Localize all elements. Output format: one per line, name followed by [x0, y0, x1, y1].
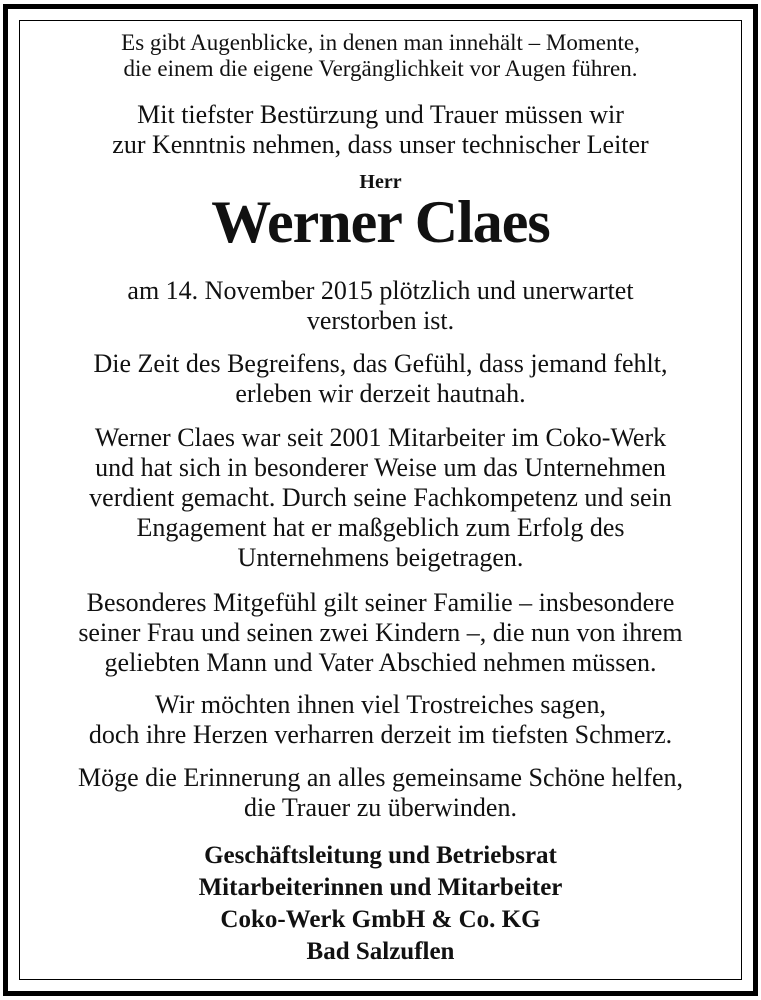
paragraph-3 — [0, 588, 761, 678]
paragraph-line: geliebten Mann und Vater Abschied nehmen müssen. — [104, 648, 657, 677]
paragraph-line: Engagement hat er maßgeblich zum Erfolg des — [136, 513, 625, 542]
paragraph-line: Werner Claes war seit 2001 Mitarbeiter im Coko-Werk — [94, 423, 667, 452]
salutation: Herr — [359, 171, 402, 193]
paragraph-line: Die Zeit des Begreifens, das Gefühl, dass jemand fehlt, — [93, 349, 668, 378]
paragraph-line: Unternehmens beigetragen. — [237, 543, 524, 572]
intro-line: Es gibt Augenblicke, in denen man innehält – Momente, — [121, 30, 640, 55]
paragraph-line: verdient gemacht. Durch seine Fachkompetenz und sein — [89, 483, 672, 512]
paragraph-4 — [0, 690, 761, 750]
signature-line: Geschäftsleitung und Betriebsrat — [204, 842, 557, 869]
deceased-name: Werner Claes — [211, 189, 550, 255]
paragraph-line: Besonderes Mitgefühl gilt seiner Familie – insbesondere — [86, 588, 675, 617]
paragraph-line: doch ihre Herzen verharren derzeit im tiefsten Schmerz. — [88, 720, 673, 749]
paragraph-line: Wir möchten ihnen viel Trostreiches sagen, — [155, 690, 606, 719]
death-line: verstorben ist. — [306, 306, 455, 335]
paragraph-line: seiner Frau und seinen zwei Kindern –, die nun von ihrem — [78, 618, 683, 647]
announcement-line: Mit tiefster Bestürzung und Trauer müssen wir — [137, 100, 624, 129]
intro-paragraph — [0, 30, 761, 82]
paragraph-line: die Trauer zu überwinden. — [244, 793, 517, 822]
paragraph-2 — [0, 423, 761, 573]
signature-line: Bad Salzuflen — [306, 938, 455, 965]
intro-line: die einem die eigene Vergänglichkeit vor Augen führen. — [123, 56, 638, 81]
signature-block — [0, 840, 761, 968]
signature-line: Mitarbeiterinnen und Mitarbeiter — [198, 874, 563, 901]
announcement-paragraph — [0, 100, 761, 160]
paragraph-line: Möge die Erinnerung an alles gemeinsame Schöne helfen, — [77, 763, 684, 792]
paragraph-5 — [0, 763, 761, 823]
signature-line: Coko-Werk GmbH & Co. KG — [220, 906, 541, 933]
death-paragraph — [0, 276, 761, 336]
paragraph-line: und hat sich in besonderer Weise um das Unternehmen — [95, 453, 666, 482]
death-line: am 14. November 2015 plötzlich und unerwartet — [127, 276, 634, 305]
announcement-line: zur Kenntnis nehmen, dass unser technischer Leiter — [112, 130, 649, 159]
paragraph-line: erleben wir derzeit hautnah. — [235, 379, 526, 408]
paragraph-1 — [0, 349, 761, 409]
